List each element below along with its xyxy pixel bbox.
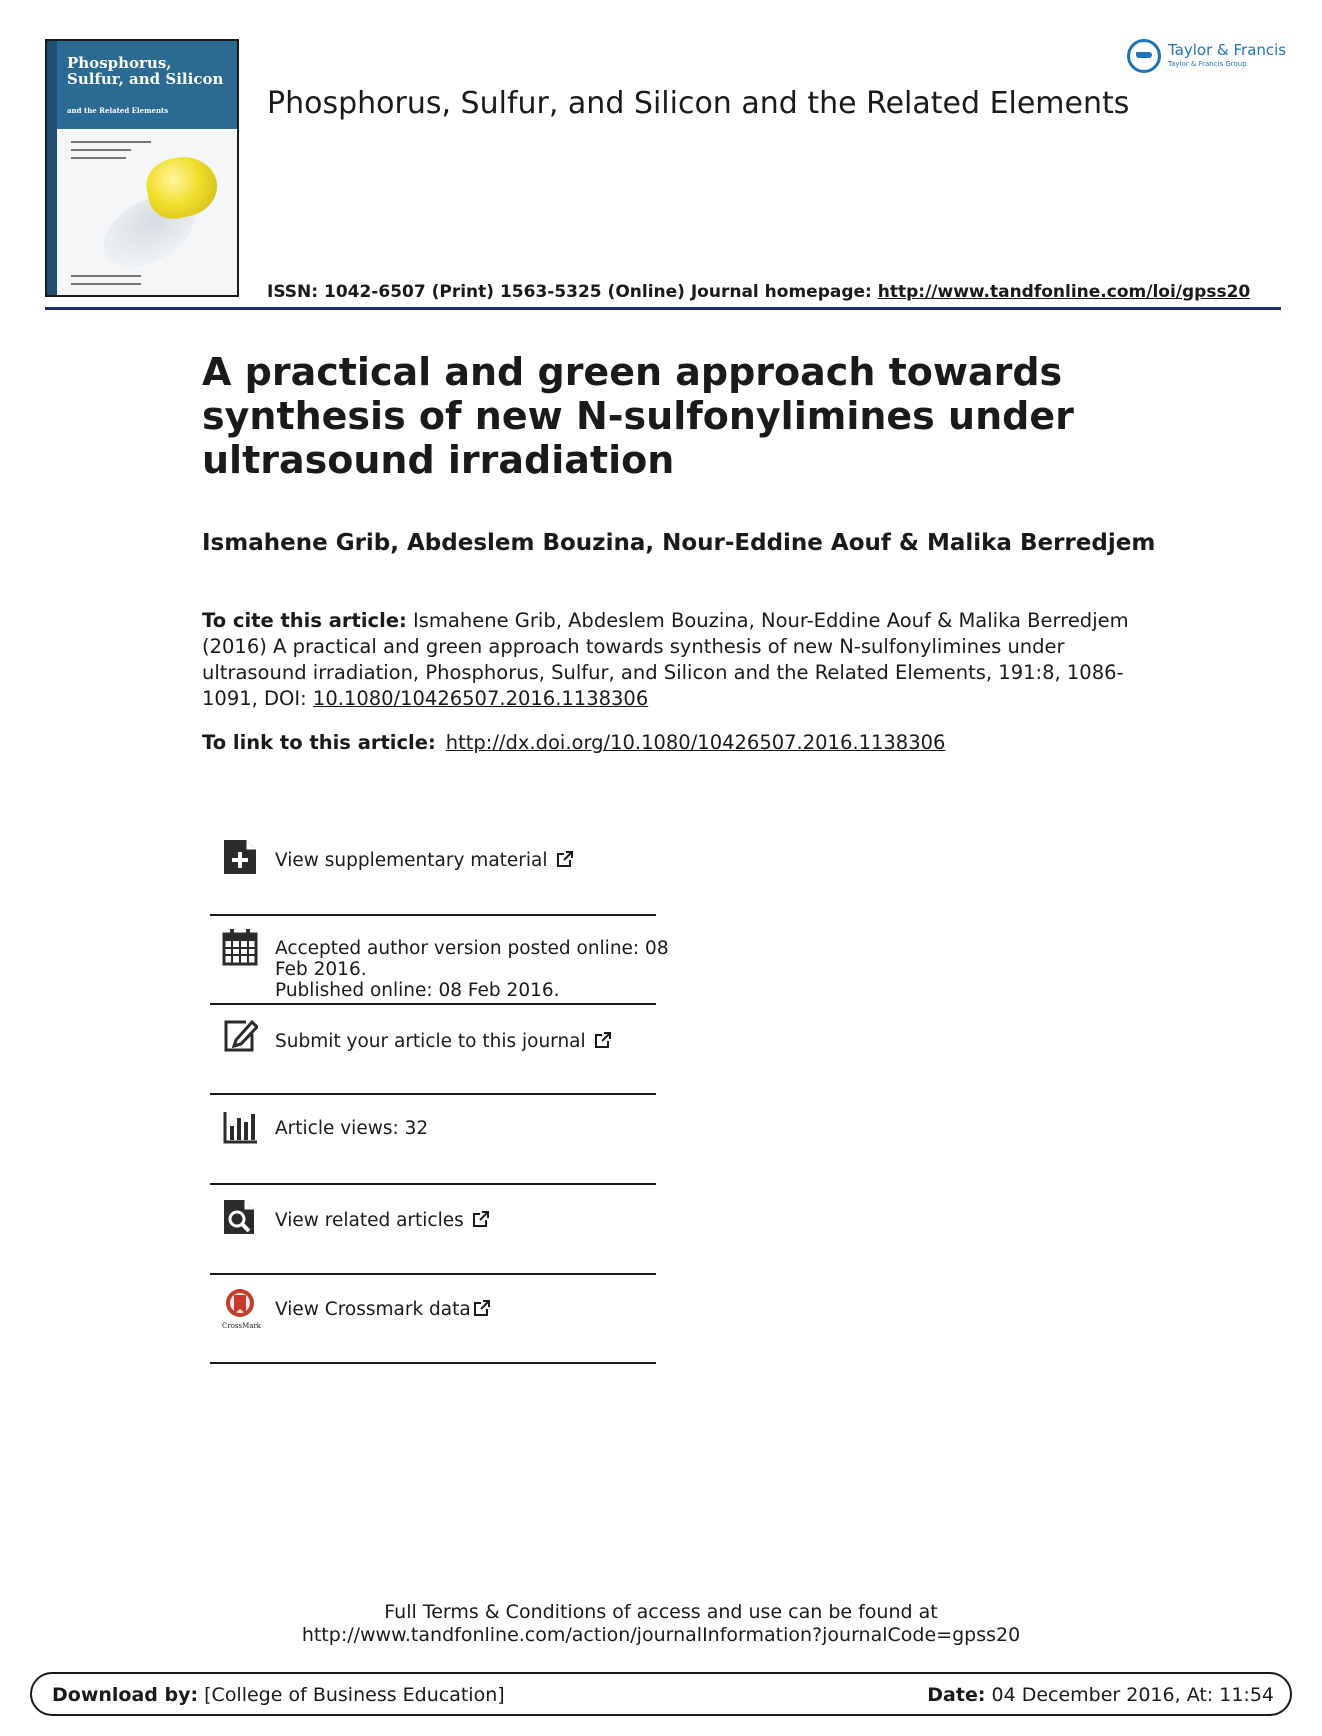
cover-title: Phosphorus, Sulfur, and Silicon — [67, 54, 224, 88]
cover-spine — [47, 41, 57, 295]
cite-text: Ismahene Grib, Abdeslem Bouzina, Nour-Eddine Aouf & Malika Berredjem (2016) A practical and green approach towards synthesis of new N-sulfonylimines under ultrasound irradiation, Phosphorus, Sulfur, and Silicon and the Related Elements, 191:8, 1086-1091, DOI: — [202, 609, 1129, 710]
external-link-icon — [594, 1031, 612, 1049]
terms-url[interactable]: http://www.tandfonline.com/action/journalInformation?journalCode=gpss20 — [301, 1624, 1021, 1646]
lamp-logo-shape — [1136, 52, 1152, 58]
date-label: Date: — [927, 1684, 986, 1706]
info-divider — [210, 1093, 656, 1095]
terms-notice — [0, 1601, 1322, 1647]
crossmark-badge-text: CrossMark — [222, 1322, 262, 1330]
header-divider — [45, 307, 1281, 310]
crossmark-row[interactable] — [210, 1288, 656, 1338]
cite-label: To cite this article: — [202, 609, 407, 632]
edit-pencil-icon — [222, 1016, 258, 1054]
download-date — [927, 1684, 1274, 1706]
journal-title: Phosphorus, Sulfur, and Silicon and the Related Elements — [267, 86, 1130, 121]
download-by — [52, 1684, 505, 1706]
terms-line1: Full Terms & Conditions of access and use can be found at — [384, 1601, 938, 1623]
publisher-name: Taylor & Francis — [1168, 41, 1287, 59]
submit-article-row[interactable] — [210, 1016, 656, 1066]
article-views: Article views: 32 — [275, 1118, 429, 1139]
supplementary-link[interactable]: View supplementary material — [275, 850, 548, 871]
file-plus-icon — [222, 838, 258, 876]
info-divider — [210, 1003, 656, 1005]
accepted-date-line2: Feb 2016. — [275, 959, 367, 980]
document-search-icon — [222, 1198, 258, 1236]
citation-block — [202, 608, 1142, 712]
taylor-francis-logo — [1127, 37, 1287, 77]
info-divider — [210, 1273, 656, 1275]
supplementary-row[interactable] — [210, 838, 656, 888]
bar-chart-icon — [222, 1108, 258, 1146]
external-link-icon — [473, 1299, 491, 1317]
cover-text-line — [71, 157, 126, 159]
article-title: A practical and green approach towards synthesis of new N-sulfonylimines under ultrasound irradiation — [202, 350, 1074, 482]
external-link-icon — [472, 1210, 490, 1228]
submit-article-link[interactable]: Submit your article to this journal — [275, 1031, 586, 1052]
cover-text-line — [71, 141, 151, 143]
cover-text-line — [71, 275, 141, 277]
journal-homepage-link[interactable]: http://www.tandfonline.com/loi/gpss20 — [877, 282, 1251, 302]
publication-dates-row — [210, 928, 669, 1001]
related-articles-row[interactable] — [210, 1198, 656, 1248]
cite-doi-link[interactable]: 10.1080/10426507.2016.1138306 — [312, 687, 649, 710]
article-link-line — [202, 731, 945, 754]
info-divider — [210, 1362, 656, 1364]
info-divider — [210, 1183, 656, 1185]
journal-cover-image — [45, 39, 239, 297]
issn-text: ISSN: 1042-6507 (Print) 1563-5325 (Online) Journal homepage: — [267, 282, 878, 302]
download-info-bar — [30, 1672, 1292, 1716]
cover-text-line — [71, 283, 141, 285]
external-link-icon — [556, 850, 574, 868]
article-authors: Ismahene Grib, Abdeslem Bouzina, Nour-Eddine Aouf & Malika Berredjem — [202, 530, 1156, 556]
published-date: Published online: 08 Feb 2016. — [275, 980, 560, 1001]
article-doi-link[interactable]: http://dx.doi.org/10.1080/10426507.2016.1138306 — [445, 731, 946, 754]
publisher-group: Taylor & Francis Group — [1168, 60, 1247, 68]
crossmark-icon — [222, 1288, 258, 1326]
cover-subtitle: and the Related Elements — [67, 106, 169, 115]
calendar-icon — [222, 928, 258, 966]
cover-text-line — [71, 149, 131, 151]
article-views-row — [210, 1108, 656, 1158]
date-value: 04 December 2016, At: 11:54 — [985, 1684, 1274, 1706]
related-articles-link[interactable]: View related articles — [275, 1210, 464, 1231]
link-label: To link to this article: — [202, 731, 436, 754]
info-divider — [210, 914, 656, 916]
download-label: Download by: — [52, 1684, 199, 1706]
download-institution: [College of Business Education] — [198, 1684, 505, 1706]
crossmark-link[interactable]: View Crossmark data — [275, 1299, 471, 1320]
accepted-date-line1: Accepted author version posted online: 08 — [275, 938, 669, 959]
issn-line — [267, 282, 1250, 302]
